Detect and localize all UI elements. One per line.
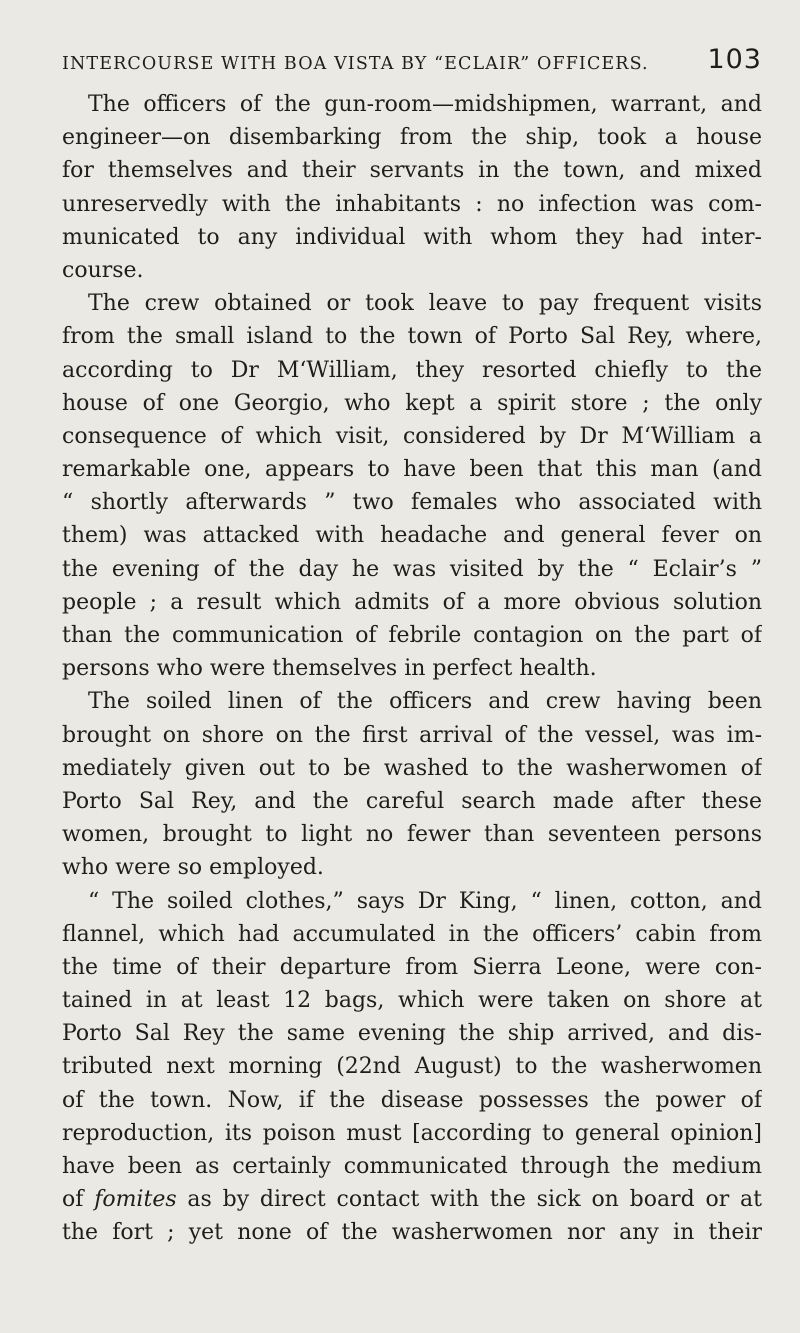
text-line: tained in at least 12 bags, which were taken on shore at xyxy=(62,988,762,1014)
text-line: of the town. Now, if the disease possesses the power of xyxy=(62,1087,762,1113)
text-line: for themselves and their servants in the town, and mixed xyxy=(62,158,762,184)
text-line: flannel, which had accumulated in the officers’ cabin from xyxy=(62,921,762,947)
text-line: Porto Sal Rey, and the careful search made after these xyxy=(62,788,762,814)
text-line: people ; a result which admits of a more obvious solution xyxy=(62,589,762,615)
running-title: INTERCOURSE WITH BOA VISTA BY “ECLAIR” OFFICERS. xyxy=(62,54,649,74)
text-line: The soiled linen of the officers and crew having been xyxy=(88,689,762,715)
running-head xyxy=(62,40,762,80)
text-line: reproduction, its poison must [according to general opinion] xyxy=(62,1120,762,1146)
text-line: who were so employed. xyxy=(62,855,324,881)
text-line: mediately given out to be washed to the washerwomen of xyxy=(62,755,762,781)
italic-term: fomites xyxy=(94,1187,177,1213)
text-line: than the communication of febrile contagion on the part of xyxy=(62,623,762,648)
text-run: as by direct contact with the sick on board or at xyxy=(176,1187,762,1213)
text-line: according to Dr M‘William, they resorted chiefly to the xyxy=(62,357,762,383)
text-line: The crew obtained or took leave to pay frequent visits xyxy=(88,291,762,317)
text-line: municated to any individual with whom they had inter- xyxy=(62,224,762,250)
text-line: consequence of which visit, considered by Dr M‘William a xyxy=(62,423,762,449)
text-line: Porto Sal Rey the same evening the ship arrived, and dis- xyxy=(62,1021,762,1047)
text-line: engineer—on disembarking from the ship, took a house xyxy=(62,125,762,151)
text-line: tributed next morning (22nd August) to the washerwomen xyxy=(62,1054,762,1080)
text-line: the evening of the day he was visited by the “ Eclair’s ” xyxy=(62,556,762,582)
page-number: 103 xyxy=(707,44,762,75)
text-line: course. xyxy=(62,257,144,283)
text-line: from the small island to the town of Porto Sal Rey, where, xyxy=(62,324,762,350)
text-line: them) was attacked with headache and general fever on xyxy=(62,523,762,549)
text-line: “ The soiled clothes,” says Dr King, “ linen, cotton, and xyxy=(88,888,762,914)
text-line: have been as certainly communicated through the medium xyxy=(62,1154,762,1179)
text-line: “ shortly afterwards ” two females who associated with xyxy=(62,490,762,516)
text-line: remarkable one, appears to have been that this man (and xyxy=(62,457,762,483)
text-line: brought on shore on the first arrival of the vessel, was im- xyxy=(62,722,762,748)
text-line: the fort ; yet none of the washerwomen nor any in their xyxy=(62,1220,762,1246)
text-line: unreservedly with the inhabitants : no infection was com- xyxy=(62,191,762,217)
text-line: house of one Georgio, who kept a spirit store ; the only xyxy=(62,390,762,416)
body-text xyxy=(62,88,762,1250)
text-run: of xyxy=(62,1187,95,1213)
text-line: women, brought to light no fewer than seventeen persons xyxy=(62,822,762,848)
text-line xyxy=(62,1183,762,1216)
text-line: the time of their departure from Sierra Leone, were con- xyxy=(62,954,762,980)
text-line: persons who were themselves in perfect health. xyxy=(62,656,597,682)
text-line: The officers of the gun-room—midshipmen, warrant, and xyxy=(88,92,762,117)
